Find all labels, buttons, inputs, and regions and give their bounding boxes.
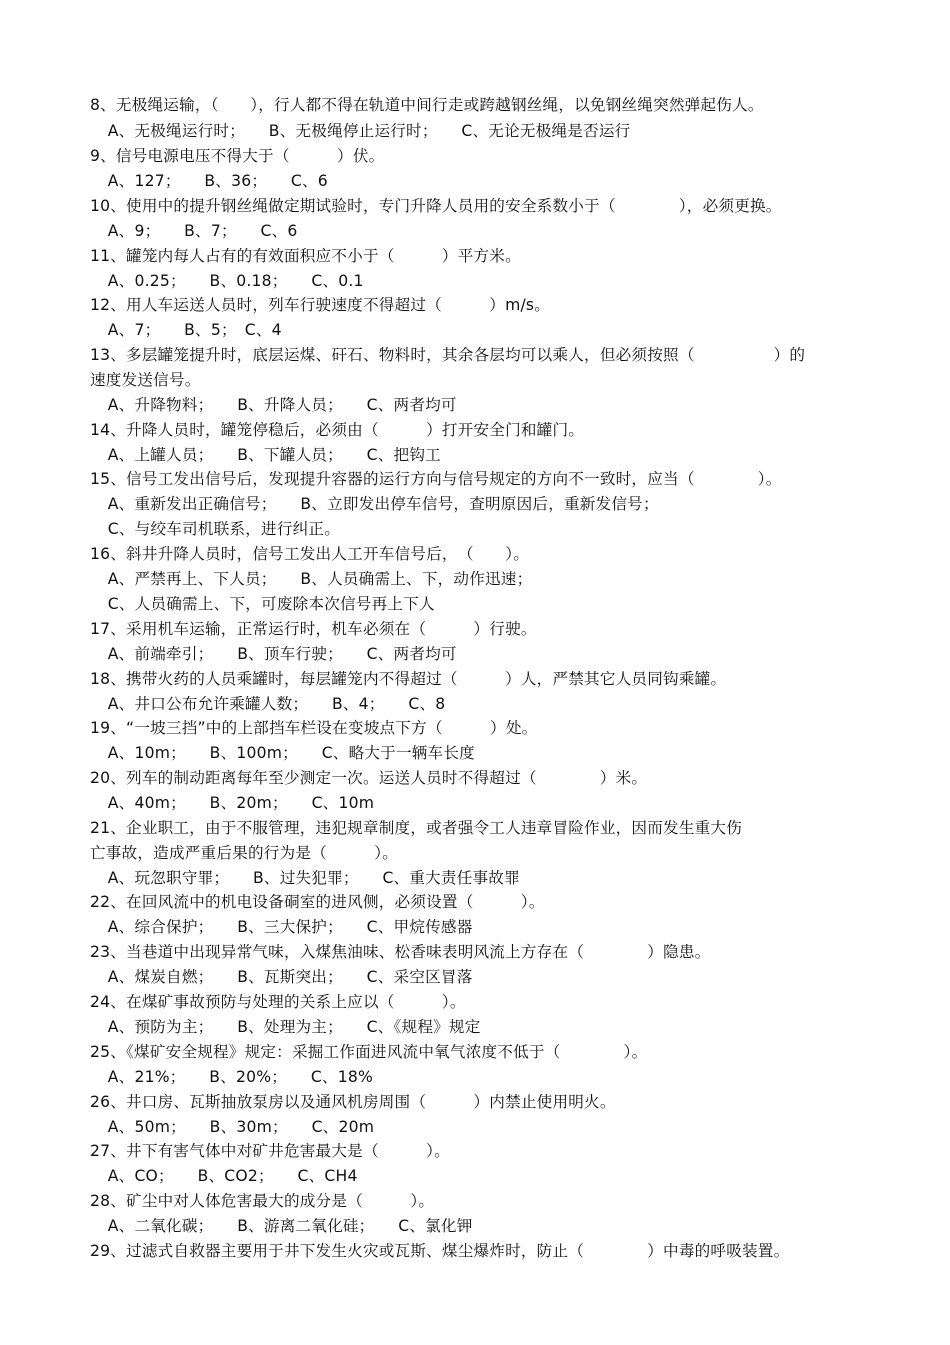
options-14: A、上罐人员； B、下罐人员； C、把钩工 bbox=[92, 446, 441, 464]
options-13: A、升降物料； B、升降人员； C、两者均可 bbox=[92, 396, 457, 414]
question-14: 14、升降人员时，罐笼停稳后，必须由（ ）打开安全门和罐门。 bbox=[90, 421, 585, 439]
options-17: A、前端牵引； B、顶车行驶； C、两者均可 bbox=[92, 645, 457, 663]
question-25: 25、《煤矿安全规程》规定：采掘工作面进风流中氧气浓度不低于（ ）。 bbox=[90, 1043, 648, 1061]
question-23: 23、当巷道中出现异常气味，入煤焦油味、松香味表明风流上方存在（ ）隐患。 bbox=[90, 943, 711, 961]
question-28: 28、矿尘中对人体危害最大的成分是（ ）。 bbox=[90, 1192, 435, 1210]
options-10: A、9； B、7； C、6 bbox=[92, 222, 298, 240]
options-15-c: C、与绞车司机联系，进行纠正。 bbox=[92, 520, 340, 538]
question-12: 12、用人车运送人员时，列车行驶速度不得超过（ ）m/s。 bbox=[90, 296, 551, 314]
options-16-c: C、人员确需上、下，可废除本次信号再上下人 bbox=[92, 595, 435, 613]
options-26: A、50m； B、30m； C、20m bbox=[92, 1118, 375, 1136]
options-8: A、无极绳运行时； B、无极绳停止运行时； C、无论无极绳是否运行 bbox=[92, 122, 631, 140]
options-18: A、井口公布允许乘罐人数； B、4； C、8 bbox=[92, 695, 446, 713]
question-24: 24、在煤矿事故预防与处理的关系上应以（ ）。 bbox=[90, 993, 466, 1011]
options-24: A、预防为主； B、处理为主； C、《规程》规定 bbox=[92, 1018, 481, 1036]
question-22: 22、在回风流中的机电设备硐室的进风侧，必须设置（ ）。 bbox=[90, 893, 545, 911]
options-9: A、127； B、36； C、6 bbox=[92, 172, 328, 190]
question-13: 13、多层罐笼提升时，底层运煤、矸石、物料时，其余各层均可以乘人，但必须按照（ ）的 bbox=[90, 346, 806, 364]
options-21: A、玩忽职守罪； B、过失犯罪； C、重大责任事故罪 bbox=[92, 869, 520, 887]
question-16: 16、斜井升降人员时，信号工发出人工开车信号后， （ ）。 bbox=[90, 545, 530, 563]
options-15-ab: A、重新发出正确信号； B、立即发出停车信号，查明原因后，重新发信号； bbox=[92, 495, 659, 513]
options-28: A、二氧化碳； B、游离二氧化硅； C、氯化钾 bbox=[92, 1217, 473, 1235]
options-23: A、煤炭自燃； B、瓦斯突出； C、采空区冒落 bbox=[92, 968, 473, 986]
options-27: A、CO； B、CO2； C、CH4 bbox=[92, 1167, 358, 1185]
options-11: A、0.25； B、0.18； C、0.1 bbox=[92, 272, 364, 290]
question-18: 18、携带火药的人员乘罐时，每层罐笼内不得超过（ ）人，严禁其它人员同钩乘罐。 bbox=[90, 670, 727, 688]
question-15: 15、信号工发出信号后，发现提升容器的运行方向与信号规定的方向不一致时，应当（ ）。 bbox=[90, 470, 782, 488]
question-19: 19、“一坡三挡”中的上部挡车栏设在变坡点下方（ ）处。 bbox=[90, 719, 538, 737]
options-12: A、7； B、5； C、4 bbox=[92, 321, 282, 339]
options-20: A、40m； B、20m； C、10m bbox=[92, 794, 375, 812]
question-8: 8、无极绳运输，（ ），行人都不得在轨道中间行走或跨越钢丝绳，以免钢丝绳突然弹起伤人。 bbox=[90, 96, 764, 114]
question-13-cont: 速度发送信号。 bbox=[90, 371, 201, 389]
question-9: 9、信号电源电压不得大于（ ）伏。 bbox=[90, 147, 385, 165]
question-26: 26、井口房、瓦斯抽放泵房以及通风机房周围（ ）内禁止使用明火。 bbox=[90, 1093, 616, 1111]
question-11: 11、罐笼内每人占有的有效面积应不小于（ ）平方米。 bbox=[90, 247, 521, 265]
question-21-cont: 亡事故，造成严重后果的行为是（ ）。 bbox=[90, 844, 399, 862]
options-22: A、综合保护； B、三大保护； C、甲烷传感器 bbox=[92, 918, 473, 936]
question-27: 27、井下有害气体中对矿井危害最大是（ ）。 bbox=[90, 1142, 450, 1160]
options-19: A、10m； B、100m； C、略大于一辆车长度 bbox=[92, 744, 475, 762]
question-20: 20、列车的制动距离每年至少测定一次。运送人员时不得超过（ ）米。 bbox=[90, 769, 648, 787]
options-25: A、21%； B、20%； C、18% bbox=[92, 1068, 373, 1086]
question-29: 29、过滤式自救器主要用于井下发生火灾或瓦斯、煤尘爆炸时，防止（ ）中毒的呼吸装置。 bbox=[90, 1242, 790, 1260]
options-16-ab: A、严禁再上、下人员； B、人员确需上、下，动作迅速； bbox=[92, 570, 533, 588]
question-21: 21、企业职工，由于不服管理，违犯规章制度，或者强令工人违章冒险作业，因而发生重大伤 bbox=[90, 819, 742, 837]
question-10: 10、使用中的提升钢丝绳做定期试验时，专门升降人员用的安全系数小于（ ），必须更换。 bbox=[90, 197, 782, 215]
question-17: 17、采用机车运输，正常运行时，机车必须在（ ）行驶。 bbox=[90, 620, 537, 638]
